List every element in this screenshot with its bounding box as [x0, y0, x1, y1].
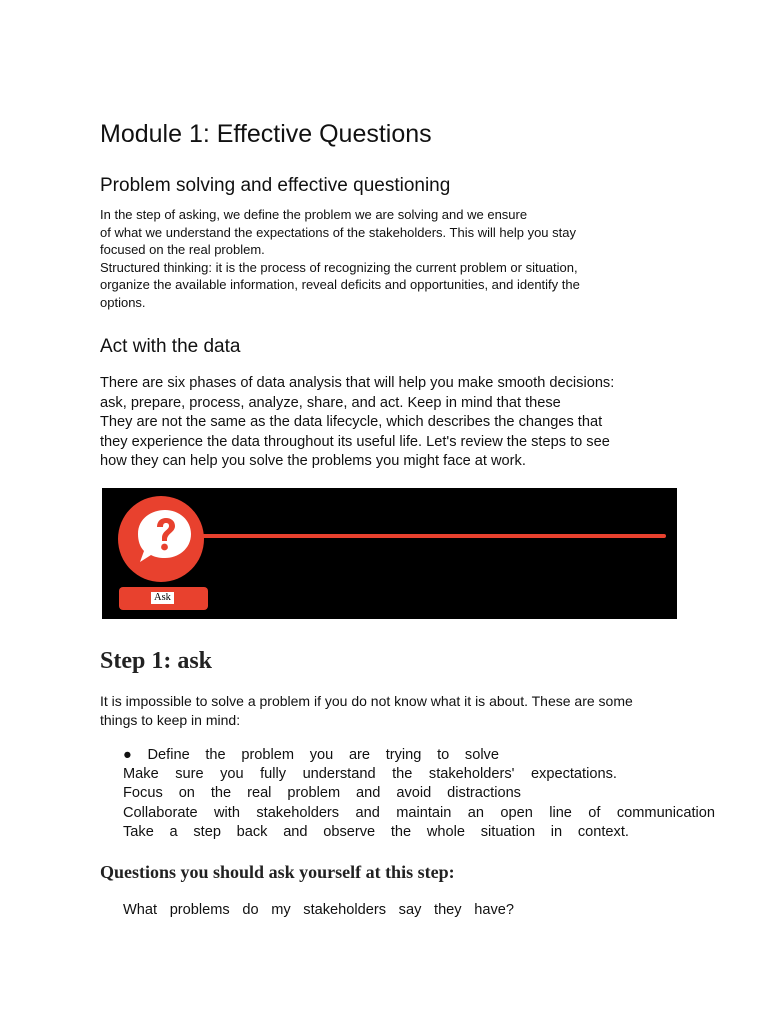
question-line: [123, 901, 514, 920]
list-word: my: [271, 902, 291, 918]
question-mark-speech-bubble-icon: [118, 496, 204, 582]
progress-line: [198, 534, 666, 538]
section-act-with-data-paragraph: [100, 374, 680, 472]
list-word: to: [437, 747, 450, 763]
question-bubble-graphic: [118, 496, 204, 582]
paragraph-line: Structured thinking: it is the process of recognizing the current problem or situation,: [100, 259, 578, 275]
list-word: observe: [323, 823, 376, 840]
paragraph-line: organize the available information, reveal deficits and opportunities, and identify the: [100, 277, 580, 293]
list-word: the: [210, 785, 232, 802]
list-word: you: [220, 766, 244, 783]
paragraph-line: In the step of asking, we define the problem we are solving and we ensure: [100, 207, 528, 222]
list-word: context.: [577, 823, 629, 840]
paragraph-line: There are six phases of data analysis that will help you make smooth decisions:: [100, 375, 615, 391]
section-heading-problem-solving: Problem solving and effective questioning: [100, 175, 451, 196]
list-item: [123, 746, 499, 765]
paragraph-line: they experience the data throughout its useful life. Let's review the steps to see: [100, 433, 610, 450]
list-word: and: [356, 785, 381, 802]
bullet-marker: ●: [123, 747, 132, 763]
list-word: fully: [260, 766, 287, 783]
ask-phase-label: Ask: [151, 592, 174, 604]
paragraph-line: how they can help you solve the problems you might face at work.: [100, 453, 526, 470]
list-word: in: [550, 823, 563, 840]
list-word: on: [178, 785, 195, 802]
paragraph-line: It is impossible to solve a problem if you do not know what it is about. These are some: [100, 693, 633, 709]
paragraph-line: options.: [100, 294, 146, 310]
list-word: have?: [474, 902, 514, 918]
list-word: the: [205, 747, 226, 763]
page-title: Module 1: Effective Questions: [100, 120, 432, 148]
list-word: a: [169, 823, 178, 840]
paragraph-line: They are not the same as the data lifecycle, which describes the changes that: [100, 414, 603, 431]
list-word: avoid: [396, 785, 432, 802]
list-word: and: [283, 823, 308, 840]
list-word: sure: [175, 766, 204, 783]
list-word: whole: [426, 823, 466, 840]
list-word: you: [309, 747, 334, 763]
ask-phase-banner: [102, 488, 677, 619]
list-word: they: [434, 902, 462, 918]
list-word: do: [242, 902, 259, 918]
things-to-keep-in-mind-list: [123, 746, 715, 842]
list-word: understand: [302, 766, 376, 783]
paragraph-line: ask, prepare, process, analyze, share, and act. Keep in mind that these: [100, 394, 561, 411]
list-word: Collaborate: [123, 804, 198, 821]
list-word: real: [247, 785, 272, 802]
list-word: solve: [464, 747, 499, 763]
list-word: and: [355, 804, 380, 821]
step-1-heading: Step 1: ask: [100, 648, 213, 674]
list-word: line: [549, 804, 572, 821]
list-item: [123, 784, 521, 803]
list-word: Define: [147, 747, 190, 763]
list-word: maintain: [396, 804, 452, 821]
questions-heading: Questions you should ask yourself at this step:: [100, 862, 455, 882]
list-word: stakeholders: [256, 804, 340, 821]
list-word: problems: [169, 902, 230, 918]
list-word: Focus: [123, 785, 163, 802]
list-word: expectations.: [530, 766, 617, 783]
list-word: are: [348, 747, 371, 763]
list-word: situation: [480, 823, 536, 840]
list-word: distractions: [447, 785, 521, 802]
list-word: Take: [123, 823, 154, 840]
section-heading-act-with-data: Act with the data: [100, 336, 241, 357]
list-word: stakeholders: [303, 902, 387, 918]
list-word: problem: [241, 747, 295, 763]
list-word: trying: [385, 747, 422, 763]
list-word: the: [390, 823, 412, 840]
step-1-intro: [100, 692, 680, 730]
list-word: What: [123, 902, 158, 918]
list-word: stakeholders': [428, 766, 515, 783]
list-word: with: [214, 804, 240, 821]
list-word: say: [398, 902, 422, 918]
section-problem-solving-paragraph: [100, 206, 660, 312]
list-word: communication: [616, 804, 715, 821]
list-word: Make: [123, 766, 159, 783]
paragraph-line: of what we understand the expectations of the stakeholders. This will help you stay: [100, 224, 576, 240]
paragraph-line: focused on the real problem.: [100, 242, 265, 258]
list-item: [123, 804, 715, 823]
list-word: open: [500, 804, 533, 821]
list-item: [123, 823, 629, 842]
list-word: problem: [287, 785, 341, 802]
question-mark-dot: [161, 544, 168, 551]
list-word: back: [236, 823, 268, 840]
list-word: step: [193, 823, 221, 840]
list-word: the: [392, 766, 413, 783]
paragraph-line: things to keep in mind:: [100, 712, 241, 729]
list-word: of: [588, 804, 601, 821]
list-word: an: [467, 804, 484, 821]
list-item: [123, 765, 617, 784]
